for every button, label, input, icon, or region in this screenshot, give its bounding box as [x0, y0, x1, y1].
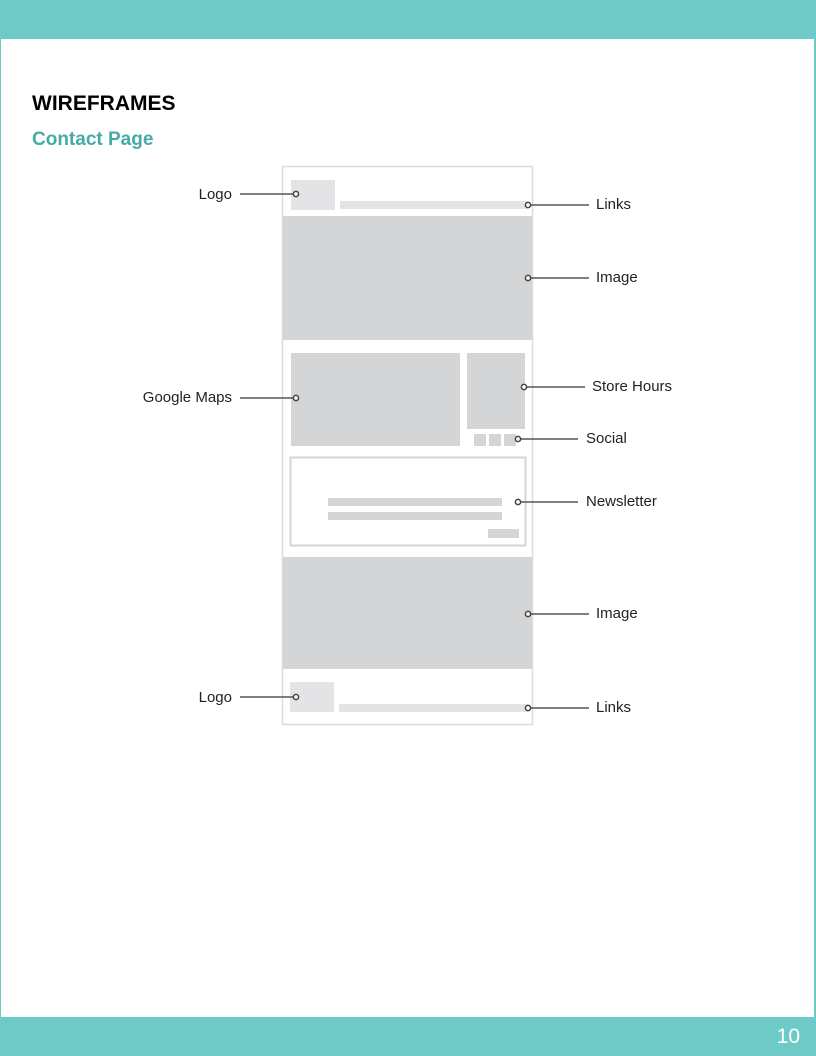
label-store-hours: Store Hours	[592, 378, 673, 395]
dot-links-bottom	[525, 705, 530, 710]
dot-image-top	[525, 275, 530, 280]
wf-image-top	[283, 216, 532, 340]
wf-links-bottom	[339, 704, 528, 712]
dot-google-maps	[293, 395, 298, 400]
dot-logo-top	[293, 191, 298, 196]
wf-newsletter-line-2	[328, 512, 502, 520]
dot-logo-bottom	[293, 694, 298, 699]
wf-store-hours	[467, 353, 525, 429]
page-title: WIREFRAMES	[32, 92, 176, 115]
dot-newsletter	[515, 499, 520, 504]
wf-google-maps	[291, 353, 460, 446]
wf-social-3	[504, 434, 516, 446]
dot-image-bottom	[525, 611, 530, 616]
wf-newsletter-button	[488, 529, 519, 538]
dot-social	[515, 436, 520, 441]
page-subtitle: Contact Page	[32, 129, 154, 150]
label-image-top: Image	[596, 269, 638, 286]
wf-image-bottom	[283, 557, 532, 669]
wf-newsletter-line-1	[328, 498, 502, 506]
wf-links-top	[340, 201, 528, 209]
label-image-bottom: Image	[596, 605, 638, 622]
bottom-bar	[0, 1017, 816, 1056]
label-logo-bottom: Logo	[198, 689, 232, 706]
dot-store-hours	[521, 384, 526, 389]
label-links-bottom: Links	[596, 699, 632, 716]
label-newsletter: Newsletter	[586, 493, 657, 510]
label-social: Social	[586, 430, 627, 447]
label-logo-top: Logo	[198, 186, 232, 203]
wf-social-2	[489, 434, 501, 446]
page-number: 10	[776, 1025, 800, 1048]
wf-social-1	[474, 434, 486, 446]
label-links-top: Links	[596, 196, 632, 213]
label-google-maps: Google Maps	[142, 389, 232, 406]
dot-links-top	[525, 202, 530, 207]
